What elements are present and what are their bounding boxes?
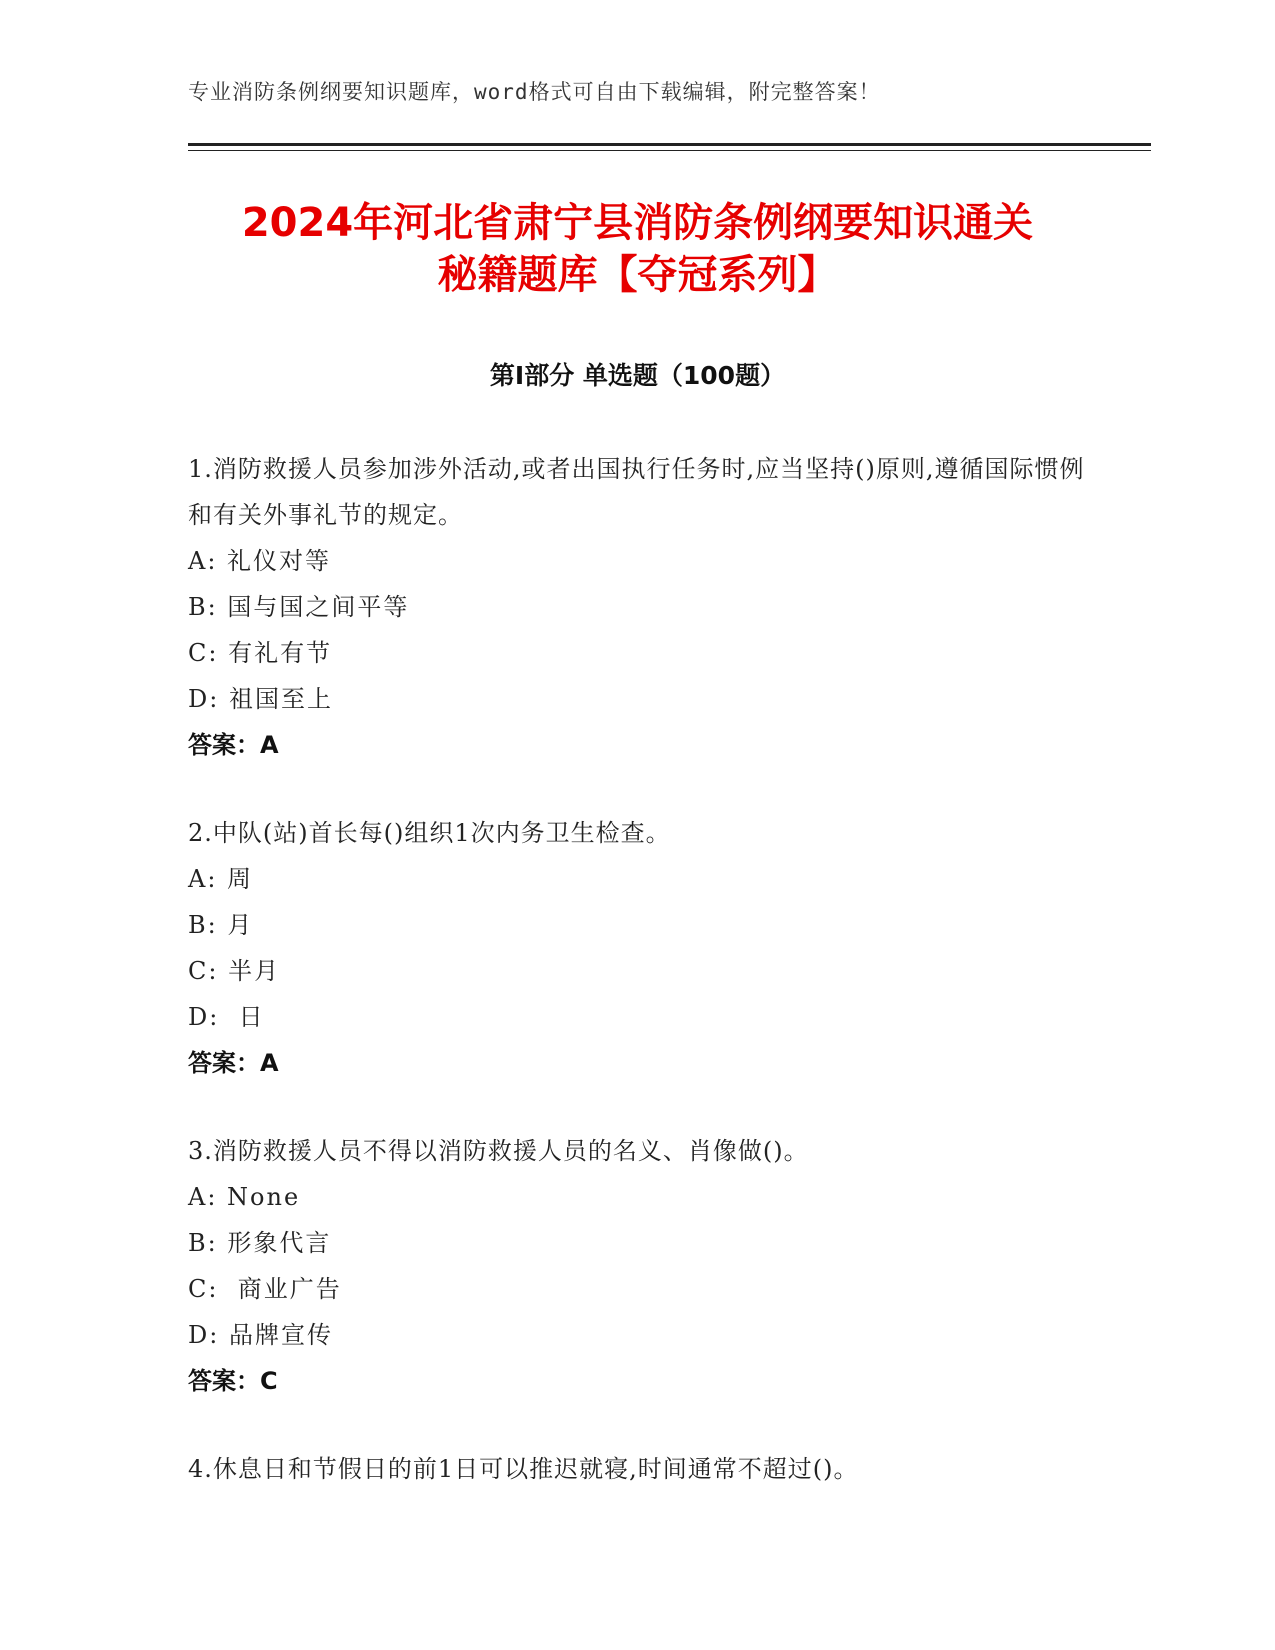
answer-label: 答案：A: [188, 731, 279, 759]
question-item: [188, 810, 1088, 1086]
section-title: 第Ⅰ部分 单选题（100题）: [489, 361, 786, 390]
question-list: [188, 446, 1088, 1534]
document-title-line-1: 2024年河北省肃宁县消防条例纲要知识通关: [241, 200, 1034, 246]
question-stem: 2.中队(站)首长每()组织1次内务卫生检查。: [188, 819, 671, 847]
answer-label: 答案：C: [188, 1367, 278, 1395]
answer-label: 答案：A: [188, 1049, 279, 1077]
question-item: [188, 446, 1088, 768]
option-b: B: 形象代言: [188, 1229, 332, 1257]
option-b: B: 国与国之间平等: [188, 593, 410, 621]
option-b: B: 月: [188, 911, 254, 939]
option-c: C: 半月: [188, 957, 281, 985]
document-title-line-2: 秘籍题库【夺冠系列】: [437, 252, 838, 298]
header-divider-thick: [188, 143, 1151, 146]
header-divider-thin: [188, 150, 1151, 151]
option-d: D: 日: [188, 1003, 265, 1031]
question-item: [188, 1128, 1088, 1404]
option-c: C: 商业广告: [188, 1275, 342, 1303]
question-stem: 3.消防救援人员不得以消防救援人员的名义、肖像做()。: [188, 1137, 809, 1165]
question-item: [188, 1446, 1088, 1492]
option-a: A: 周: [188, 865, 254, 893]
question-stem: 1.消防救援人员参加涉外活动,或者出国执行任务时,应当坚持()原则,遵循国际惯例和有关外事礼节的规定。: [188, 455, 1085, 529]
question-stem: 4.休息日和节假日的前1日可以推迟就寝,时间通常不超过()。: [188, 1455, 859, 1483]
option-a: A: None: [188, 1183, 301, 1211]
option-c: C: 有礼有节: [188, 639, 333, 667]
option-d: D: 祖国至上: [188, 685, 333, 713]
document-title: [150, 197, 1125, 301]
header-note: 专业消防条例纲要知识题库，word格式可自由下载编辑，附完整答案！: [188, 80, 881, 104]
option-a: A: 礼仪对等: [188, 547, 332, 575]
option-d: D: 品牌宣传: [188, 1321, 333, 1349]
